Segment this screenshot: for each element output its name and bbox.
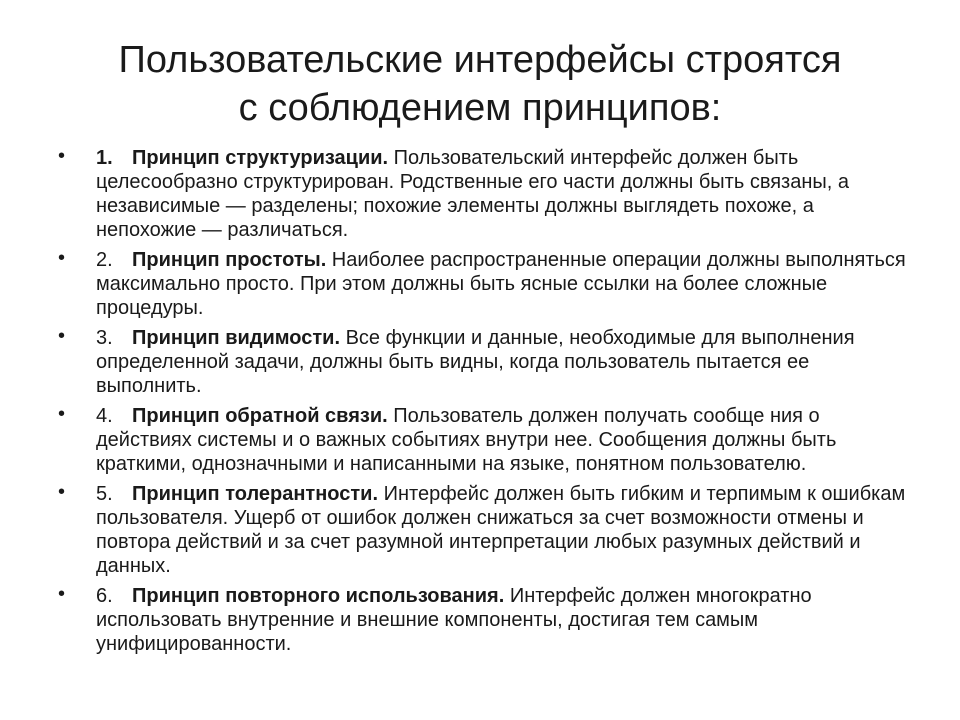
slide-title-line-2: с соблюдением принципов: (238, 87, 722, 129)
bullet-icon: • (58, 481, 66, 503)
list-item-visibility (58, 326, 918, 398)
item-number: 4. (96, 405, 113, 427)
list-item-feedback (58, 404, 918, 476)
item-number: 5. (96, 483, 113, 505)
bullet-icon: • (58, 325, 66, 347)
slide-title-line-1: Пользовательские интерфейсы строятся (118, 39, 842, 81)
item-term: Принцип толерантности. (132, 483, 379, 505)
list-item-structuring (58, 146, 918, 242)
item-text: Пользовательский интерфейс должен быть целесообразно структурирован. Родственные его части должны быть связаны, а независимые — разделены; похожие элементы должны выглядеть похоже, а непохожие — различаться. (96, 147, 849, 241)
list-item-reuse (58, 584, 918, 656)
item-number: 2. (96, 249, 113, 271)
item-term: Принцип обратной связи. (132, 405, 388, 427)
item-text: Все функции и данные, необходимые для выполнения определенной задачи, должны быть видны, когда пользователь пытается ее выполнить. (96, 327, 855, 397)
item-text: Интерфейс должен многократно использовать внутренние и внешние компоненты, достигая тем самым унифицированности. (96, 585, 812, 655)
slide-title (40, 36, 920, 132)
item-number: 6. (96, 585, 113, 607)
item-number: 1. (96, 147, 113, 169)
item-term: Принцип видимости. (132, 327, 341, 349)
item-term: Принцип структуризации. (132, 147, 389, 169)
list-item-simplicity (58, 248, 918, 320)
item-term: Принцип простоты. (132, 249, 327, 271)
bullet-icon: • (58, 145, 66, 167)
bullet-icon: • (58, 247, 66, 269)
item-text: Наиболее распространенные операции должны выполняться максимально просто. При этом должны быть ясные ссылки на более сложные процедуры. (96, 249, 906, 319)
item-text: Пользователь должен получать сообще ния о действиях системы и о важных событиях внутри нее. Сообщения должны быть краткими, однозначными и написанными на языке, понятном пользователю. (96, 405, 837, 475)
bullet-icon: • (58, 583, 66, 605)
item-term: Принцип повторного использования. (132, 585, 505, 607)
principles-list (58, 146, 918, 662)
item-number: 3. (96, 327, 113, 349)
bullet-icon: • (58, 403, 66, 425)
item-text: Интерфейс должен быть гибким и терпимым к ошибкам пользователя. Ущерб от ошибок должен снижаться за счет возможности отмены и повтора действий и за счет разумной интерпретации любых разумных действий и данных. (96, 483, 906, 577)
list-item-tolerance (58, 482, 918, 578)
